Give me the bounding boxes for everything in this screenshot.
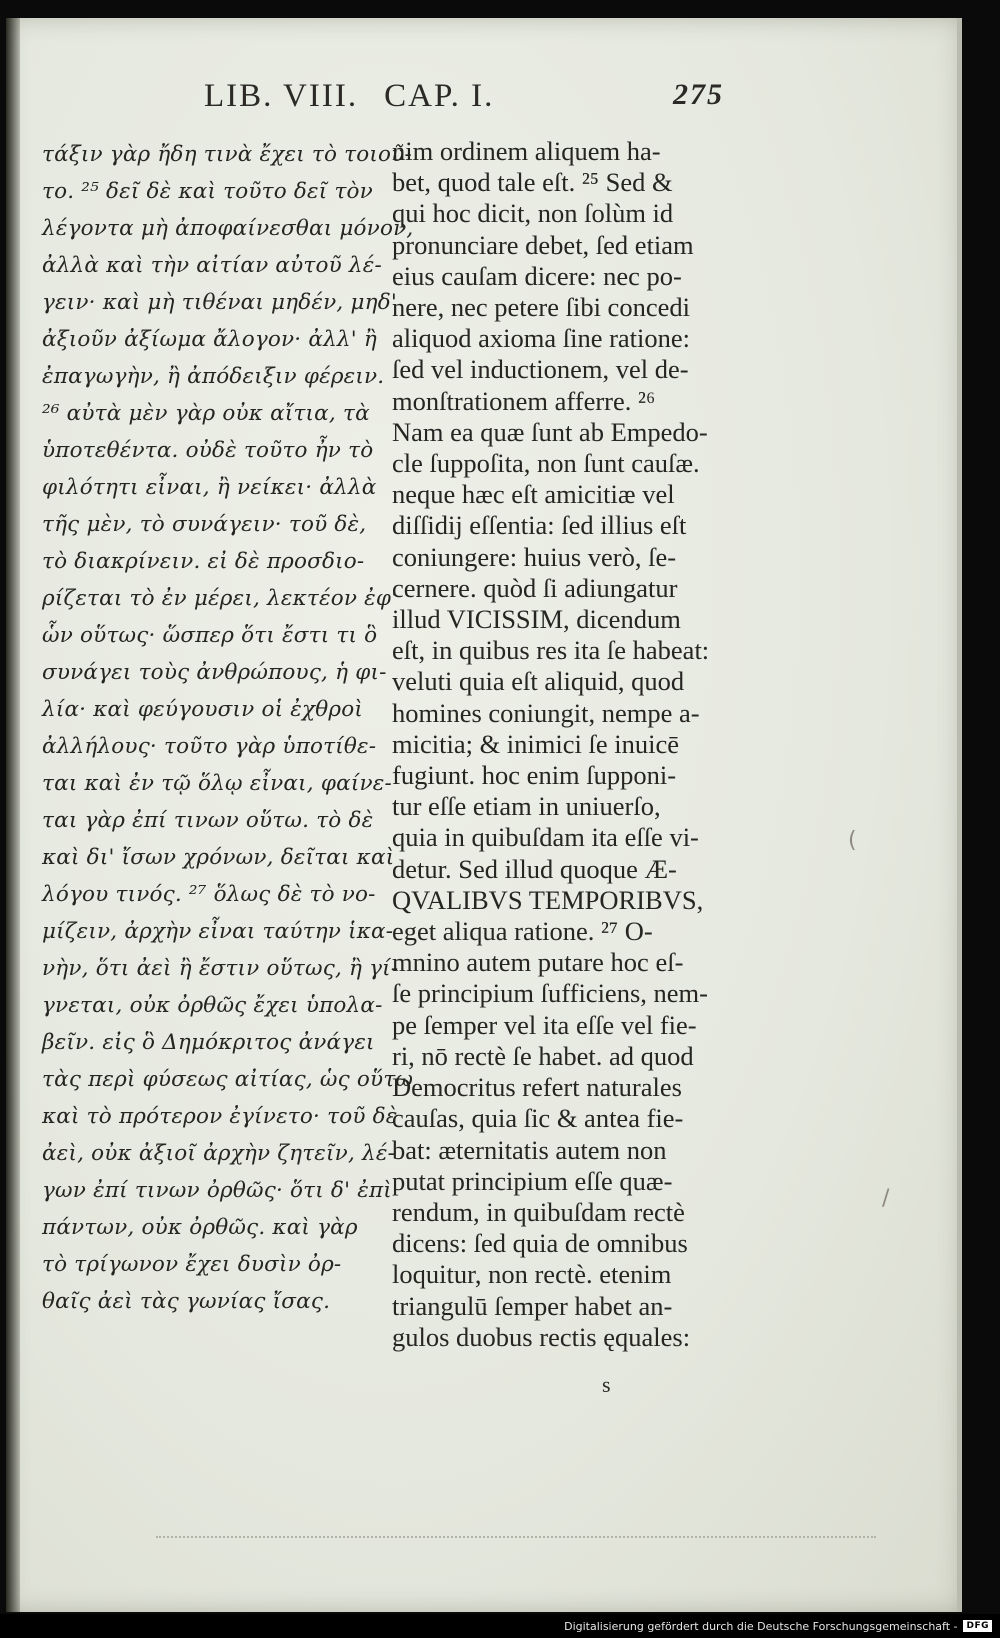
latin-text-line: bet, quod tale eſt. ²⁵ Sed & bbox=[392, 167, 673, 198]
latin-text-line: tur eſſe etiam in uniuerſo, bbox=[392, 791, 661, 822]
latin-text-line: detur. Sed illud quoque Æ- bbox=[392, 853, 677, 884]
latin-text-line: cauſas, quia ſic & antea fie- bbox=[392, 1103, 684, 1134]
greek-text-line: ρίζεται τὸ ἐν μέρει, λεκτέον ἐφ' bbox=[42, 586, 398, 611]
latin-text-line: putat principium eſſe quæ- bbox=[392, 1165, 673, 1196]
chapter-number: CAP. I. bbox=[384, 78, 495, 114]
latin-text-line: rendum, in quibuſdam rectè bbox=[392, 1196, 685, 1227]
latin-text-line: pe ſemper vel ita eſſe vel fie- bbox=[392, 1009, 697, 1040]
latin-text-line: quia in quibuſdam ita eſſe vi- bbox=[392, 822, 699, 853]
latin-text-line: Nam ea quæ ſunt ab Empedo- bbox=[392, 416, 708, 447]
latin-text-line: QVALIBVS TEMPORIBVS, bbox=[392, 884, 704, 915]
latin-text-line: diſſidij eſſentia: ſed illius eſt bbox=[392, 510, 687, 541]
greek-text-line: γνεται, οὐκ ὀρθῶς ἔχει ὑπολα- bbox=[42, 993, 383, 1018]
latin-text-line: homines coniungit, nempe a- bbox=[392, 697, 700, 728]
binding-gutter bbox=[6, 18, 20, 1612]
latin-text-line: eget aliqua ratione. ²⁷ O- bbox=[392, 916, 653, 947]
latin-text-line: coniungere: huius verò, ſe- bbox=[392, 541, 677, 572]
greek-text-line: νὴν, ὅτι ἀεὶ ἢ ἔστιν οὕτως, ἢ γί- bbox=[42, 956, 399, 981]
latin-text-line: eius cauſam dicere: nec po- bbox=[392, 260, 682, 291]
latin-text-line: pronunciare debet, ſed etiam bbox=[392, 229, 694, 260]
latin-text-column bbox=[392, 136, 722, 1353]
latin-text-line: gulos duobus rectis ęquales: bbox=[392, 1321, 691, 1352]
latin-text-line: bat: æternitatis autem non bbox=[392, 1134, 667, 1165]
greek-text-line: τάξιν γὰρ ἤδη τινὰ ἔχει τὸ τοιοῦ- bbox=[42, 142, 412, 167]
greek-text-line: φιλότητι εἶναι, ἢ νείκει· ἀλλὰ bbox=[42, 475, 377, 500]
greek-text-line: ἀεὶ, οὐκ ἀξιοῖ ἀρχὴν ζητεῖν, λέ- bbox=[42, 1141, 396, 1166]
footer-bar bbox=[0, 1614, 1000, 1638]
running-head bbox=[204, 78, 724, 115]
greek-text-line: καὶ τὸ πρότερον ἐγίνετο· τοῦ δὲ bbox=[42, 1104, 398, 1129]
greek-text-line: ὧν οὕτως· ὥσπερ ὅτι ἔστι τι ὃ bbox=[42, 623, 378, 648]
greek-text-line: ται καὶ ἐν τῷ ὅλῳ εἶναι, φαίνε- bbox=[42, 771, 392, 796]
greek-text-column bbox=[42, 136, 414, 1320]
latin-text-line: fugiunt. hoc enim ſupponi- bbox=[392, 760, 677, 791]
latin-text-line: cle ſuppoſita, non ſunt cauſæ. bbox=[392, 448, 700, 479]
greek-text-line: ἀξιοῦν ἀξίωμα ἄλογον· ἀλλ' ἢ bbox=[42, 327, 377, 352]
latin-text-line: ri, nō rectè ſe habet. ad quod bbox=[392, 1040, 694, 1071]
dfg-logo: DFG bbox=[963, 1620, 992, 1632]
greek-text-line: καὶ δι' ἴσων χρόνων, δεῖται καὶ bbox=[42, 845, 395, 870]
greek-text-line: βεῖν. εἰς ὃ Δημόκριτος ἀνάγει bbox=[42, 1030, 375, 1055]
latin-text-line: triangulū ſemper habet an- bbox=[392, 1290, 673, 1321]
latin-text-line: neque hæc eſt amicitiæ vel bbox=[392, 479, 675, 510]
latin-text-line: mnino autem putare hoc eſ- bbox=[392, 947, 684, 978]
latin-text-line: monſtrationem afferre. ²⁶ bbox=[392, 385, 656, 416]
latin-text-line: nere, nec petere ſibi concedi bbox=[392, 292, 690, 323]
greek-text-line: μίζειν, ἀρχὴν εἶναι ταύτην ἱκα- bbox=[42, 919, 394, 944]
greek-text-line: τὸ διακρίνειν. εἰ δὲ προσδιο- bbox=[42, 549, 365, 574]
greek-text-line: το. ²⁵ δεῖ δὲ καὶ τοῦτο δεῖ τὸν bbox=[42, 179, 373, 204]
greek-text-line: ἀλλὰ καὶ τὴν αἰτίαν αὐτοῦ λέ- bbox=[42, 253, 382, 278]
greek-text-line: λόγου τινός. ²⁷ ὅλως δὲ τὸ νο- bbox=[42, 882, 376, 907]
book-page bbox=[6, 18, 962, 1612]
greek-text-line: ται γὰρ ἐπί τινων οὕτω. τὸ δὲ bbox=[42, 808, 374, 833]
latin-text-line: veluti quia eſt aliquid, quod bbox=[392, 666, 685, 697]
latin-text-line: illud VICISSIM, dicendum bbox=[392, 604, 681, 635]
latin-text-line: eſt, in quibus res ita ſe habeat: bbox=[392, 635, 710, 666]
signature-mark: s bbox=[602, 1372, 611, 1397]
greek-text-line: τὸ τρίγωνον ἔχει δυσὶν ὀρ- bbox=[42, 1252, 342, 1277]
margin-bracket-mark: ( bbox=[848, 828, 857, 853]
margin-slash-mark: / bbox=[882, 1186, 890, 1211]
greek-text-line: ²⁶ αὐτὰ μὲν γὰρ οὐκ αἴτια, τὰ bbox=[42, 401, 370, 426]
greek-text-line: τῆς μὲν, τὸ συνάγειν· τοῦ δὲ, bbox=[42, 512, 367, 537]
latin-text-line: qui hoc dicit, non ſolùm id bbox=[392, 198, 674, 229]
greek-text-line: λία· καὶ φεύγουσιν οἱ ἐχθροὶ bbox=[42, 697, 363, 722]
greek-text-line: ἀλλήλους· τοῦτο γὰρ ὑποτίθε- bbox=[42, 734, 377, 759]
greek-text-line: τὰς περὶ φύσεως αἰτίας, ὡς οὕτω bbox=[42, 1067, 414, 1092]
page-number: 275 bbox=[673, 78, 724, 111]
latin-text-line: Democritus refert naturales bbox=[392, 1072, 682, 1103]
page-edge bbox=[957, 18, 962, 1612]
funding-credit: Digitalisierung gefördert durch die Deutsche Forschungsgemeinschaft - bbox=[564, 1619, 958, 1633]
greek-text-line: γων ἐπί τινων ὀρθῶς· ὅτι δ' ἐπὶ bbox=[42, 1178, 392, 1203]
running-head-title bbox=[204, 78, 494, 115]
latin-text-line: cernere. quòd ſi adiungatur bbox=[392, 572, 678, 603]
latin-text-line: aliquod axioma ſine ratione: bbox=[392, 323, 691, 354]
greek-text-line: γειν· καὶ μὴ τιθέναι μηδέν, μηδ' bbox=[42, 290, 397, 315]
scan-guide-line bbox=[156, 1536, 876, 1538]
greek-text-line: λέγοντα μὴ ἀποφαίνεσθαι μόνον, bbox=[42, 216, 414, 241]
latin-text-line: loquitur, non rectè. etenim bbox=[392, 1259, 672, 1290]
latin-text-line: micitia; & inimici ſe inuicē bbox=[392, 728, 680, 759]
latin-text-line: ſed vel inductionem, vel de- bbox=[392, 354, 689, 385]
greek-text-line: ὑποτεθέντα. οὐδὲ τοῦτο ἦν τὸ bbox=[42, 438, 374, 463]
book-number: LIB. VIII. bbox=[204, 78, 359, 114]
latin-text-line: ſe principium ſufficiens, nem- bbox=[392, 978, 708, 1009]
greek-text-line: πάντων, οὐκ ὀρθῶς. καὶ γὰρ bbox=[42, 1215, 358, 1240]
greek-text-line: θαῖς ἀεὶ τὰς γωνίας ἴσας. bbox=[42, 1289, 331, 1314]
latin-text-line: dicens: ſed quia de omnibus bbox=[392, 1228, 688, 1259]
greek-text-line: ἐπαγωγὴν, ἢ ἀπόδειξιν φέρειν. bbox=[42, 364, 385, 389]
greek-text-line: συνάγει τοὺς ἀνθρώπους, ἡ φι- bbox=[42, 660, 387, 685]
latin-text-line: nim ordinem aliquem ha- bbox=[392, 136, 661, 166]
